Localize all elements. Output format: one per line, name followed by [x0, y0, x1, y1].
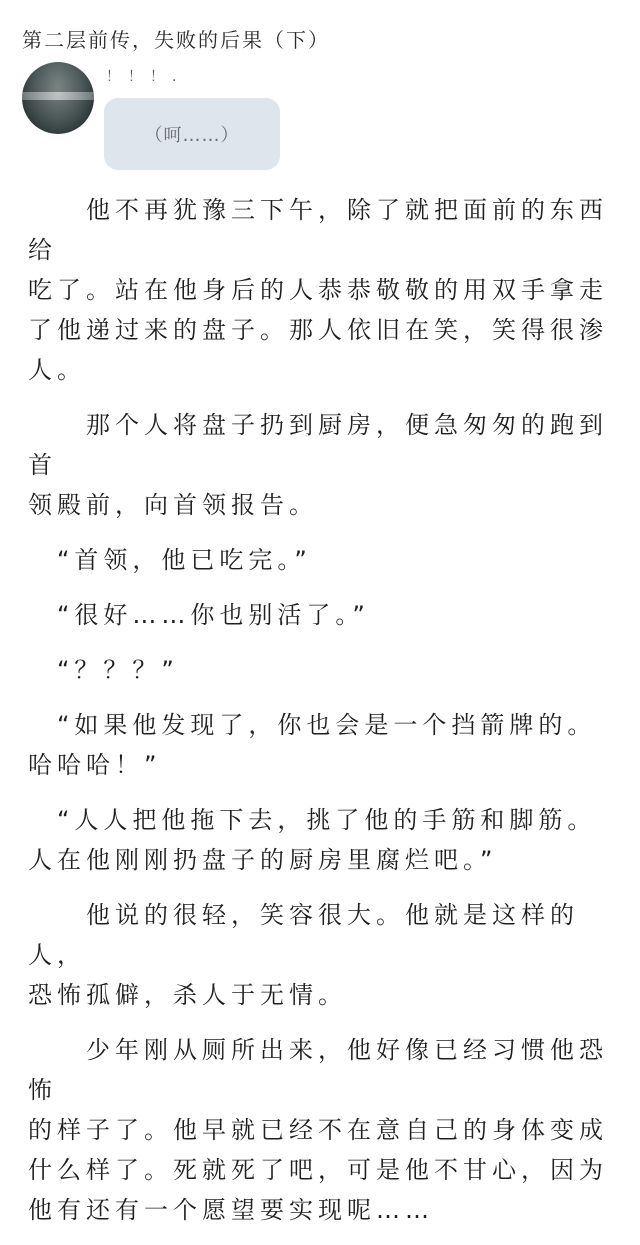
paragraph: 他说的很轻，笑容很大。他就是这样的人， 恐怖孤僻，杀人于无情。	[28, 901, 579, 1009]
username: ！！！.	[106, 69, 185, 85]
story-content	[28, 190, 612, 1245]
paragraph: 他不再犹豫三下午，除了就把面前的东西给 吃了。站在他身后的人恭恭敬敬的用双手拿走 了他递过来的盘子。那人依旧在笑，笑得很渗 人。	[28, 196, 608, 384]
dialogue-line: “人人把他拖下去，挑了他的手筋和脚筋。 人在他刚刚扔盘子的厨房里腐烂吧。”	[28, 806, 597, 874]
dialogue-line: “很好……你也别活了。”	[28, 601, 370, 629]
paragraph: 那个人将盘子扔到厨房，便急匆匆的跑到首 领殿前，向首领报告。	[28, 411, 608, 519]
chat-bubble-text: （呵……）	[144, 125, 240, 146]
dialogue-line: “？？？”	[28, 656, 179, 684]
page-title: 第二层前传，失败的后果（下）	[22, 28, 330, 52]
dialogue-line: “如果他发现了，你也会是一个挡箭牌的。 哈哈哈！”	[28, 711, 597, 779]
avatar[interactable]	[22, 62, 94, 134]
dialogue-line: “首领，他已吃完。”	[28, 546, 312, 574]
chat-bubble	[104, 98, 280, 170]
avatar-image-band	[22, 92, 94, 100]
paragraph: 少年刚从厕所出来，他好像已经习惯他恐怖 的样子了。他早就已经不在意自己的身体变成 什么样了。死就死了吧，可是他不甘心，因为 他有还有一个愿望要实现呢……	[28, 1036, 608, 1224]
